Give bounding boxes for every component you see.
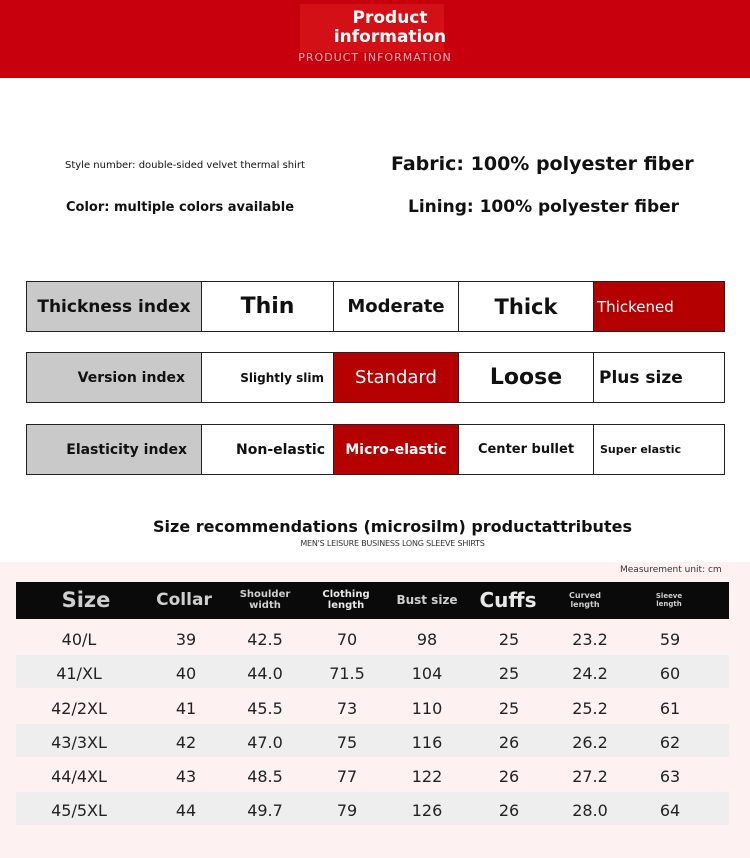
table-cell: 70 [336,630,358,649]
table-cell: 28.0 [572,801,608,820]
elasticity-index-row [26,424,725,475]
header-bust-size: Bust size [396,593,458,608]
table-cell: 77 [336,767,358,786]
version-index-row [26,352,725,403]
table-cell: 24.2 [572,664,608,683]
table-cell: 25 [498,699,520,718]
lining-info: Lining: 100% polyester fiber [408,197,680,217]
table-cell: 63 [659,767,681,786]
table-cell: 110 [411,699,443,718]
thickness-option-selected: Thickened [593,282,724,331]
elasticity-option: Super elastic [593,425,724,474]
version-option: Plus size [593,353,724,402]
table-cell-size: 44/4XL [51,767,107,786]
thickness-option: Thin [201,282,333,331]
size-section-subtitle: MEN'S LEISURE BUSINESS LONG SLEEVE SHIRTS [300,539,485,548]
table-cell: 25.2 [572,699,608,718]
header-shoulder-width: Shoulder width [239,589,291,611]
header-title-line1: Product [352,8,428,28]
table-cell-size: 45/5XL [51,801,107,820]
table-cell: 60 [659,664,681,683]
table-cell: 64 [659,801,681,820]
header-sleeve-length: Sleeve length [655,592,683,608]
color-info: Color: multiple colors available [66,200,295,215]
table-cell-size: 40/L [61,630,97,649]
style-number: Style number: double-sided velvet thermal shirt [65,160,305,171]
table-cell: 26.2 [572,733,608,752]
table-cell-size: 42/2XL [51,699,107,718]
thickness-option: Moderate [333,282,458,331]
elasticity-option-selected: Micro-elastic [333,425,458,474]
table-cell: 59 [659,630,681,649]
table-cell: 73 [336,699,358,718]
table-cell: 49.7 [247,801,283,820]
version-option: Loose [458,353,593,402]
table-cell: 41 [175,699,197,718]
table-cell: 40 [175,664,197,683]
header-subtitle: PRODUCT INFORMATION [298,51,452,64]
table-cell: 47.0 [247,733,283,752]
thickness-option: Thick [458,282,593,331]
table-cell: 43 [175,767,197,786]
size-section-title: Size recommendations (microsilm) productattributes [153,517,632,536]
table-cell-size: 41/XL [56,664,102,683]
table-cell: 44.0 [247,664,283,683]
table-cell: 122 [411,767,443,786]
table-cell: 45.5 [247,699,283,718]
table-cell: 42 [175,733,197,752]
table-cell: 39 [175,630,197,649]
header-collar: Collar [156,589,212,610]
version-option: Slightly slim [201,353,333,402]
version-index-label: Version index [27,353,201,402]
table-cell: 126 [411,801,443,820]
header-cuffs: Cuffs [479,588,537,612]
thickness-index-row [26,281,725,332]
header-size: Size [61,588,111,613]
fabric-info: Fabric: 100% polyester fiber [391,153,694,175]
table-cell: 61 [659,699,681,718]
table-cell: 75 [336,733,358,752]
table-cell: 26 [498,767,520,786]
table-cell: 23.2 [572,630,608,649]
table-cell: 104 [411,664,443,683]
table-cell: 98 [416,630,438,649]
elasticity-option: Non-elastic [201,425,333,474]
table-cell: 62 [659,733,681,752]
elasticity-index-label: Elasticity index [27,425,201,474]
table-cell: 79 [336,801,358,820]
table-cell: 27.2 [572,767,608,786]
table-cell: 25 [498,664,520,683]
table-cell: 26 [498,801,520,820]
header-clothing-length: Clothing length [322,589,370,611]
table-cell-size: 43/3XL [51,733,107,752]
table-cell: 42.5 [247,630,283,649]
elasticity-option: Center bullet [458,425,593,474]
header-title-line2: information [333,27,447,47]
header-curved-length: Curved length [569,591,601,609]
table-cell: 48.5 [247,767,283,786]
table-cell: 25 [498,630,520,649]
version-option-selected: Standard [333,353,458,402]
measurement-unit: Measurement unit: cm [620,565,722,575]
table-cell: 71.5 [329,664,365,683]
table-cell: 26 [498,733,520,752]
header-banner [0,0,750,78]
header-title [300,9,480,47]
table-cell: 116 [411,733,443,752]
table-cell: 44 [175,801,197,820]
thickness-index-label: Thickness index [27,282,201,331]
